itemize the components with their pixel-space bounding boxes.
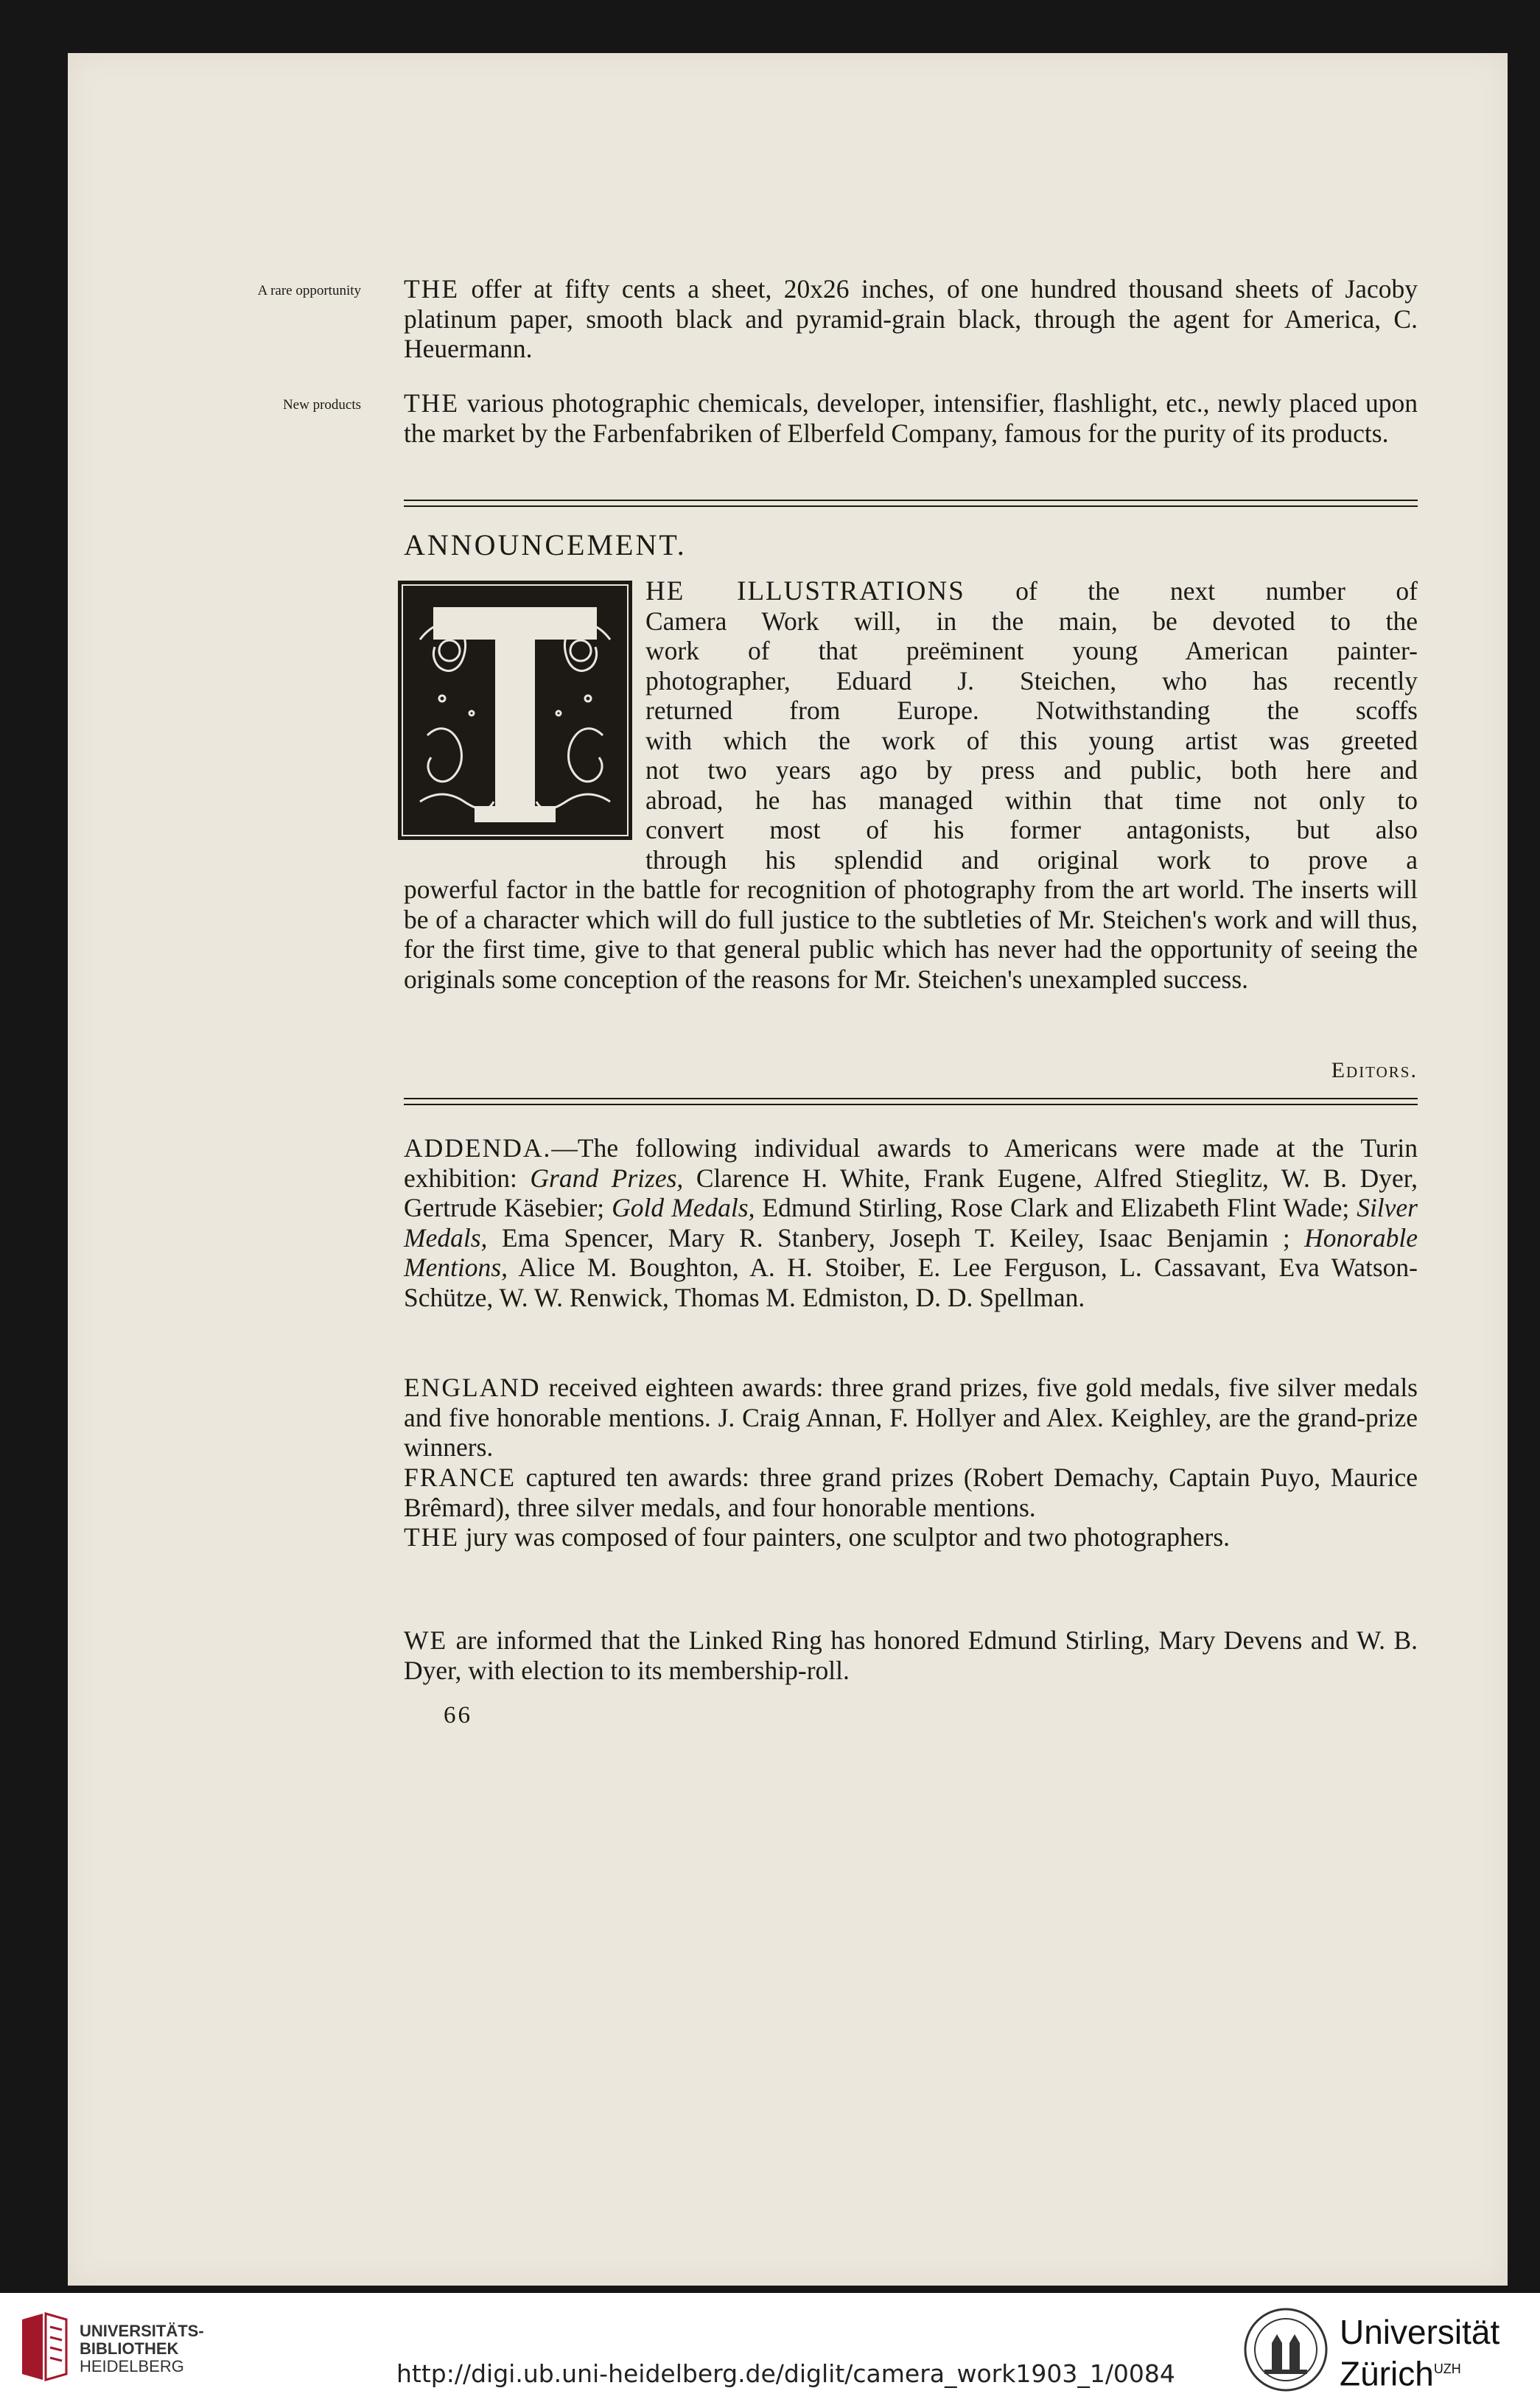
france-paragraph: FRANCE captured ten awards: three grand prizes (Robert Demachy, Captain Puyo, Maurice Brêmard), three silver medals, and four honorable mentions.: [404, 1463, 1418, 1522]
england-paragraph: ENGLAND received eighteen awards: three grand prizes, five gold medals, five silver medals and five honorable mentions. J. Craig Annan, F. Hollyer and Alex. Keighley, are the grand-prize winners.: [404, 1373, 1418, 1462]
library-logo-icon: [16, 2312, 71, 2383]
drop-cap-letter: T: [514, 813, 516, 814]
announcement-heading: ANNOUNCEMENT.: [404, 528, 687, 561]
viewer-footer: [0, 2293, 1540, 2402]
announcement-line: with which the work of this young artist was greeted: [645, 725, 1418, 755]
announcement-lead: HE ILLUSTRATIONS: [645, 576, 965, 606]
drop-cap-ornament-icon: [398, 581, 632, 840]
linked-ring-paragraph: WE are informed that the Linked Ring has honored Edmund Stirling, Mary Devens and W. B. Dyer, with election to its membership-roll.: [404, 1625, 1418, 1685]
announcement-line: not two years ago by press and public, both here and: [645, 755, 1418, 785]
announcement-continuation: powerful factor in the battle for recognition of photography from the art world. The inserts will be of a character which will do full justice to the subtleties of Mr. Steichen's work and will thus, for the first time, give to that general public which has never had the opportunity of seeing the originals some conception of the reasons for Mr. Steichen's unexampled success.: [404, 875, 1418, 994]
addenda-paragraph: ADDENDA.—The following individual awards to Americans were made at the Turin exhibition: Grand Prizes, Clarence H. White, Frank Eugene, Alfred Stieglitz, W. B. Dyer, Gertrude Käsebier; Gold Medals, Edmund Stirling, Rose Clark and Elizabeth Flint Wade; Silver Medals, Ema Spencer, Mary R. Stanbery, Joseph T. Keiley, Isaac Benjamin ; Honorable Mentions, Alice M. Boughton, A. H. Stoiber, E. Lee Ferguson, L. Cassavant, Eva Watson-Schütze, W. W. Renwick, Thomas M. Edmiston, D. D. Spellman.: [404, 1133, 1418, 1312]
addenda-lead: ADDENDA.: [404, 1133, 552, 1163]
announcement-line: work of that preëminent young American painter-: [645, 636, 1418, 665]
university-seal-icon: [1242, 2306, 1329, 2393]
divider-rule: [404, 505, 1418, 507]
library-name: UNIVERSITÄTS- BIBLIOTHEK HEIDELBERG: [80, 2322, 204, 2375]
divider-rule: [404, 500, 1418, 501]
note-paragraph-paper-offer: THE offer at fifty cents a sheet, 20x26 inches, of one hundred thousand sheets of Jacoby platinum paper, smooth black and pyramid-grain black, through the agent for America, C. Heuermann.: [404, 274, 1418, 363]
england-lead: ENGLAND: [404, 1373, 541, 1402]
france-lead: FRANCE: [404, 1463, 517, 1492]
linked-ring-lead: WE: [404, 1625, 448, 1655]
permalink-url[interactable]: http://digi.ub.uni-heidelberg.de/diglit/camera_work1903_1/0084: [396, 2359, 1175, 2388]
uzh-seal: [1242, 2306, 1329, 2396]
announcement-line: convert most of his former antagonists, but also: [645, 815, 1418, 844]
ub-heidelberg-logo: [16, 2312, 71, 2386]
note-paragraph-chemicals: THE various photographic chemicals, developer, intensifier, flashlight, etc., newly placed upon the market by the Farbenfabriken of Elberfeld Company, famous for the purity of its products.: [404, 388, 1418, 448]
note-lead: THE: [404, 274, 460, 304]
divider-rule: [404, 1098, 1418, 1099]
divider-rule: [404, 1104, 1418, 1105]
announcement-line: through his splendid and original work to prove a: [645, 844, 1418, 875]
announcement-wrapped-lines: [645, 606, 1418, 875]
announcement-line: photographer, Eduard J. Steichen, who has recently: [645, 665, 1418, 696]
scanned-page: [68, 53, 1508, 2286]
ornamental-drop-cap: [398, 581, 632, 840]
announcement-line: Camera Work will, in the main, be devoted to the: [645, 606, 1418, 636]
page-number: 66: [444, 1702, 472, 1729]
jury-lead: THE: [404, 1522, 460, 1552]
editors-signature: Editors.: [1331, 1058, 1418, 1082]
margin-note-rare-opportunity: A rare opportunity: [257, 283, 361, 298]
margin-note-new-products: New products: [282, 397, 361, 413]
announcement-line: returned from Europe. Notwithstanding the scoffs: [645, 696, 1418, 725]
announcement-line: abroad, he has managed within that time not only to: [645, 785, 1418, 815]
note-lead: THE: [404, 388, 460, 418]
jury-paragraph: THE jury was composed of four painters, one sculptor and two photographers.: [404, 1522, 1231, 1552]
announcement-first-line: HE ILLUSTRATIONS of the next number of: [645, 576, 1418, 606]
uzh-name: Universität Zürich$^{UZH}$: [1340, 2313, 1500, 2393]
